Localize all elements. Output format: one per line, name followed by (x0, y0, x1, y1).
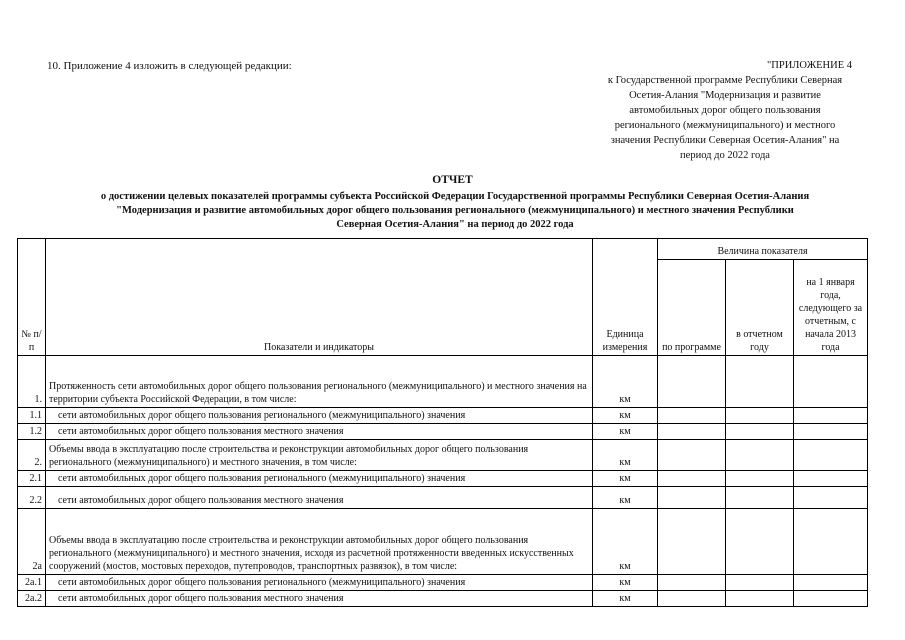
row-unit: км (593, 487, 658, 509)
value-cell (658, 487, 726, 509)
row-number: 2а.1 (18, 575, 46, 591)
table-row (18, 440, 868, 471)
value-cell (794, 575, 868, 591)
row-unit: км (593, 440, 658, 471)
table-row (18, 471, 868, 487)
value-cell (658, 356, 726, 408)
value-cell (794, 356, 868, 408)
row-unit: км (593, 424, 658, 440)
row-unit: км (593, 471, 658, 487)
value-cell (794, 408, 868, 424)
row-indicator: сети автомобильных дорог общего пользования местного значения (46, 487, 593, 509)
value-cell (726, 356, 794, 408)
value-cell (794, 471, 868, 487)
row-number: 2а.2 (18, 591, 46, 607)
row-number: 2.2 (18, 487, 46, 509)
row-indicator: Протяженность сети автомобильных дорог общего пользования регионального (межмуниципального) и местного значения на территории субъекта Российской Федерации, в том числе: (46, 356, 593, 408)
value-cell (658, 424, 726, 440)
value-cell (794, 440, 868, 471)
appendix-header (590, 58, 860, 163)
value-cell (794, 591, 868, 607)
row-unit: км (593, 575, 658, 591)
row-unit: км (593, 356, 658, 408)
value-cell (726, 471, 794, 487)
header-value-group: Величина показателя (658, 239, 868, 260)
appendix-line: регионального (межмуниципального) и местного (614, 120, 836, 131)
header-indicators: Показатели и индикаторы (46, 239, 593, 356)
table-row (18, 509, 868, 575)
row-indicator: сети автомобильных дорог общего пользования регионального (межмуниципального) значения (46, 471, 593, 487)
report-subtitle (25, 190, 885, 232)
row-number: 1. (18, 356, 46, 408)
row-unit: км (593, 591, 658, 607)
header-number: № п/п (18, 239, 46, 356)
row-indicator: сети автомобильных дорог общего пользования местного значения (46, 424, 593, 440)
report-subtitle-line: "Модернизация и развитие автомобильных дорог общего пользования регионального (межмуниципального) и местного значения Республики (116, 205, 794, 216)
row-unit: км (593, 509, 658, 575)
table-row (18, 591, 868, 607)
report-subtitle-line: о достижении целевых показателей программы субъекта Российской Федерации Государственной программы Республики Северная Осетия-Алания (100, 191, 810, 202)
row-indicator: сети автомобильных дорог общего пользования регионального (межмуниципального) значения (46, 408, 593, 424)
table-row (18, 424, 868, 440)
value-cell (658, 408, 726, 424)
value-cell (726, 575, 794, 591)
amendment-intro: 10. Приложение 4 изложить в следующей редакции: (47, 60, 292, 72)
value-cell (794, 509, 868, 575)
header-in-reporting-year: в отчетном году (726, 260, 794, 356)
appendix-line: Осетия-Алания "Модернизация и развитие (629, 90, 821, 101)
row-unit: км (593, 408, 658, 424)
value-cell (794, 424, 868, 440)
row-number: 1.2 (18, 424, 46, 440)
value-cell (726, 487, 794, 509)
row-indicator: сети автомобильных дорог общего пользования местного значения (46, 591, 593, 607)
value-cell (726, 509, 794, 575)
appendix-line: к Государственной программе Республики Северная (607, 75, 843, 86)
appendix-line: автомобильных дорог общего пользования (629, 105, 821, 116)
table-row (18, 356, 868, 408)
value-cell (658, 509, 726, 575)
value-cell (658, 471, 726, 487)
value-cell (726, 591, 794, 607)
appendix-line: "ПРИЛОЖЕНИЕ 4 (766, 60, 852, 71)
value-cell (794, 487, 868, 509)
row-number: 1.1 (18, 408, 46, 424)
table-row (18, 408, 868, 424)
value-cell (726, 424, 794, 440)
header-by-program: по программе (658, 260, 726, 356)
table-row (18, 575, 868, 591)
value-cell (658, 575, 726, 591)
appendix-line: период до 2022 года (680, 150, 770, 161)
report-title: ОТЧЕТ (432, 174, 473, 186)
value-cell (658, 440, 726, 471)
header-since-2013: на 1 января года, следующего за отчетным, с начала 2013 года (794, 260, 868, 356)
value-cell (658, 591, 726, 607)
row-number: 2.1 (18, 471, 46, 487)
row-number: 2а (18, 509, 46, 575)
row-indicator: Объемы ввода в эксплуатацию после строительства и реконструкции автомобильных дорог общего пользования регионального (межмуниципального) и местного значения, исходя из расчетной протяженности введенных искусственных сооружений (мостов, мостовых переходов, путепроводов, транспортных развязок), в том числе: (46, 509, 593, 575)
table-row (18, 487, 868, 509)
value-cell (726, 440, 794, 471)
row-indicator: сети автомобильных дорог общего пользования регионального (межмуниципального) значения (46, 575, 593, 591)
appendix-line: значения Республики Северная Осетия-Алания" на (610, 135, 840, 146)
indicators-table (17, 238, 868, 607)
report-subtitle-line: Северная Осетия-Алания" на период до 2022 года (336, 219, 574, 230)
row-number: 2. (18, 440, 46, 471)
row-indicator: Объемы ввода в эксплуатацию после строительства и реконструкции автомобильных дорог общего пользования регионального (межмуниципального) и местного значения, в том числе: (46, 440, 593, 471)
header-unit: Единица измерения (593, 239, 658, 356)
value-cell (726, 408, 794, 424)
